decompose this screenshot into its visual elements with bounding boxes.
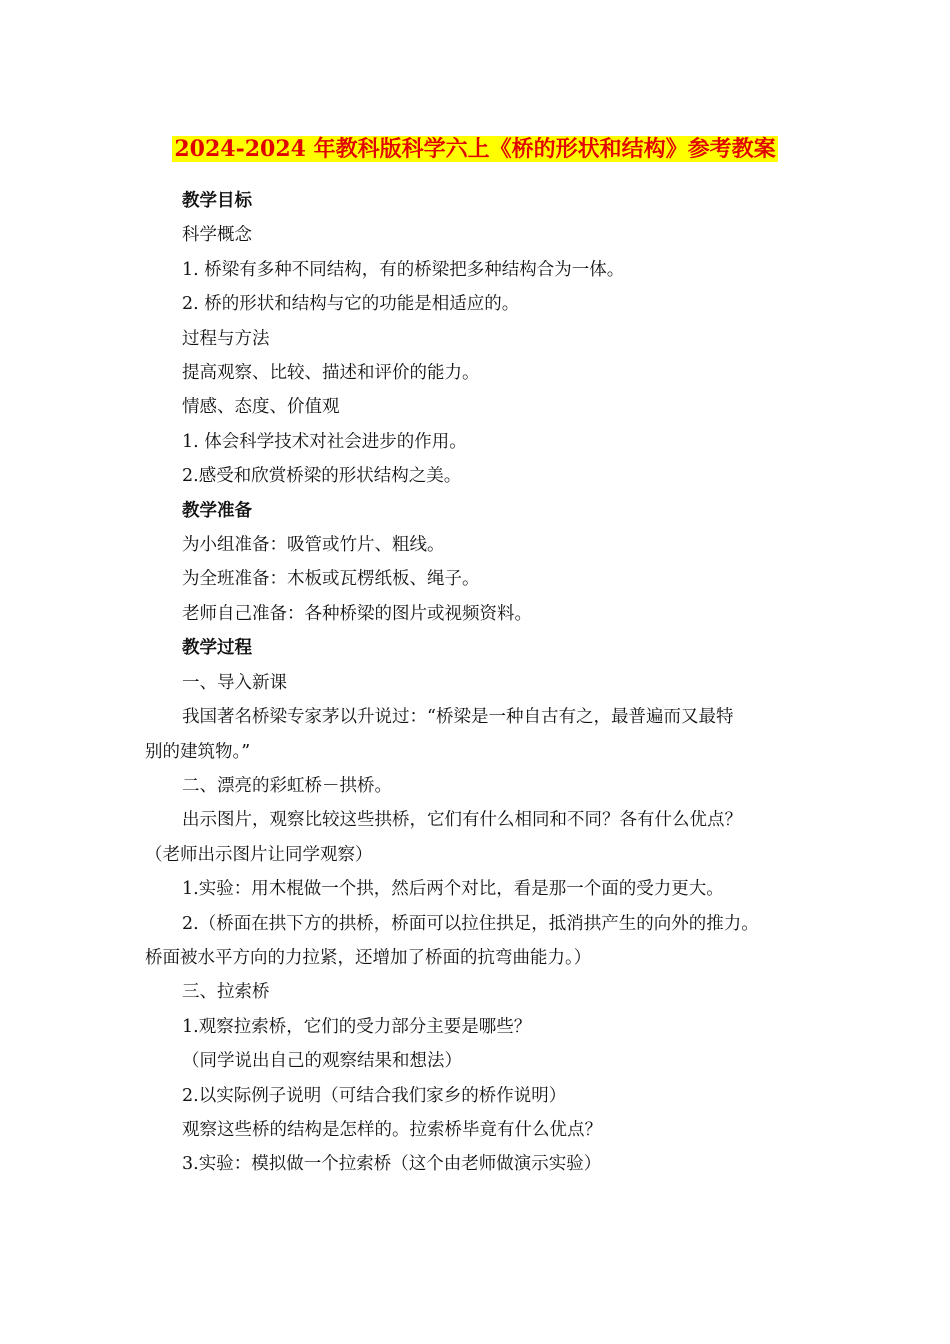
paragraph-line: 出示图片，观察比较这些拱桥，它们有什么相同和不同？各有什么优点？ (182, 810, 742, 831)
document-title-text: 2024-2024 年教科版科学六上《桥的形状和结构》参考教案 (174, 136, 776, 162)
document-body (145, 184, 815, 1182)
paragraph-line: 1.实验：用木棍做一个拱，然后两个对比，看是那一个面的受力更大。 (182, 879, 724, 900)
paragraph-line: 2. 桥的形状和结构与它的功能是相适应的。 (182, 294, 520, 315)
paragraph-line: 观察这些桥的结构是怎样的。拉索桥毕竟有什么优点？ (182, 1119, 602, 1140)
paragraph-line: 别的建筑物。” (145, 741, 251, 762)
paragraph-line: 为小组准备：吸管或竹片、粗线。 (182, 535, 445, 556)
paragraph-line: 为全班准备：木板或瓦楞纸板、绳子。 (182, 569, 480, 590)
paragraph-line: 2.（桥面在拱下方的拱桥，桥面可以拉住拱足，抵消拱产生的向外的推力。 (182, 913, 759, 934)
section-heading: 教学准备 (182, 500, 252, 521)
paragraph-line: 1. 体会科学技术对社会进步的作用。 (182, 431, 467, 452)
paragraph-line: 三、拉索桥 (182, 982, 270, 1003)
paragraph-line: （同学说出自己的观察结果和想法） (182, 1051, 462, 1072)
paragraph-line: 2.以实际例子说明（可结合我们家乡的桥作说明） (182, 1085, 567, 1106)
paragraph-line: 我国著名桥梁专家茅以升说过：“桥梁是一种自古有之，最普遍而又最特 (182, 707, 734, 728)
paragraph-line: 一、导入新课 (182, 672, 287, 693)
paragraph-line: 1. 桥梁有多种不同结构，有的桥梁把多种结构合为一体。 (182, 259, 625, 280)
paragraph-line: 老师自己准备：各种桥梁的图片或视频资料。 (182, 603, 532, 624)
paragraph-line: （老师出示图片让同学观察） (145, 844, 373, 865)
paragraph-line: 1.观察拉索桥，它们的受力部分主要是哪些？ (182, 1016, 532, 1037)
paragraph-line: 过程与方法 (182, 328, 270, 349)
paragraph-line: 3.实验：模拟做一个拉索桥（这个由老师做演示实验） (182, 1154, 602, 1175)
paragraph-line: 情感、态度、价值观 (182, 397, 340, 418)
paragraph-line: 桥面被水平方向的力拉紧，还增加了桥面的抗弯曲能力。） (145, 947, 592, 968)
section-heading: 教学过程 (182, 638, 252, 659)
paragraph-line: 科学概念 (182, 225, 252, 246)
paragraph-line: 提高观察、比较、描述和评价的能力。 (182, 363, 480, 384)
paragraph-line: 2.感受和欣赏桥梁的形状结构之美。 (182, 466, 462, 487)
document-title (0, 133, 950, 165)
paragraph-line: 二、漂亮的彩虹桥－拱桥。 (182, 775, 392, 796)
section-heading: 教学目标 (182, 191, 252, 211)
